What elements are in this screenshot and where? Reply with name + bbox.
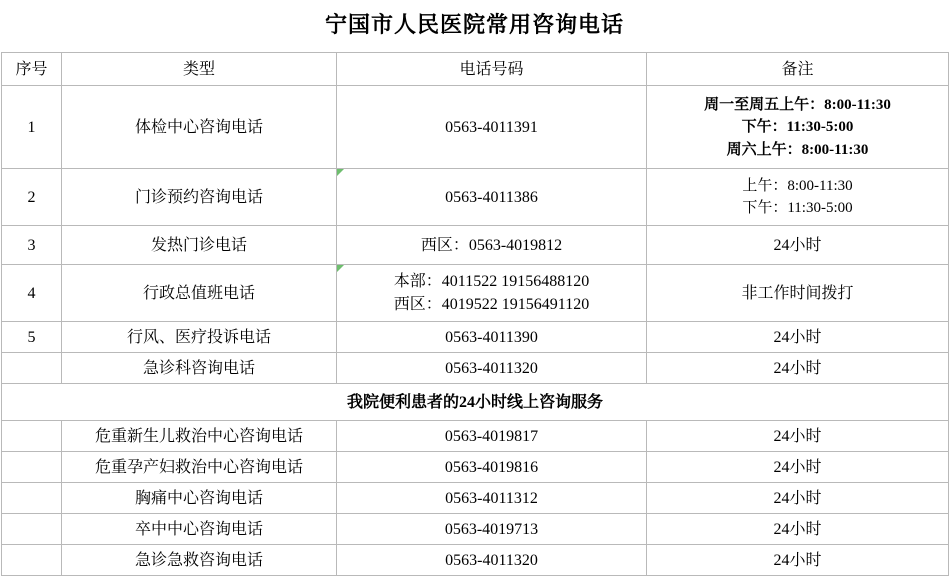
- row-note: 24小时: [647, 226, 949, 265]
- table-row: [2, 322, 949, 353]
- row-note: 24小时: [647, 483, 949, 514]
- column-header-note: 备注: [647, 53, 949, 86]
- note-line: 下午：11:30-5:00: [741, 119, 854, 136]
- row-index: 2: [2, 169, 62, 226]
- row-type: 卒中中心咨询电话: [62, 514, 337, 545]
- row-type: 体检中心咨询电话: [62, 86, 337, 169]
- row-type: 行政总值班电话: [62, 265, 337, 322]
- row-number: 0563-4011320: [337, 545, 647, 576]
- note-line: 周一至周五上午：8:00-11:30: [704, 96, 891, 113]
- phone-directory-table: [1, 52, 949, 576]
- row-note: 24小时: [647, 545, 949, 576]
- number-line: 本部：4011522 19156488120: [393, 273, 590, 291]
- row-note: 24小时: [647, 421, 949, 452]
- row-number: 0563-4011390: [337, 322, 647, 353]
- row-number: 0563-4019816: [337, 452, 647, 483]
- row-type: 胸痛中心咨询电话: [62, 483, 337, 514]
- row-note: [647, 86, 949, 169]
- table-row: [2, 226, 949, 265]
- row-note: 非工作时间拨打: [647, 265, 949, 322]
- table-row: [2, 421, 949, 452]
- note-line: 周六上午：8:00-11:30: [726, 141, 869, 158]
- table-row: [2, 483, 949, 514]
- row-number: 0563-4019817: [337, 421, 647, 452]
- row-number: 0563-4011320: [337, 353, 647, 384]
- number-line: 西区：4019522 19156491120: [393, 296, 590, 314]
- note-line: 下午：11:30-5:00: [742, 200, 853, 217]
- column-header-type: 类型: [62, 53, 337, 86]
- section-title-row: [2, 384, 949, 421]
- row-number: 0563-4011391: [337, 86, 647, 169]
- row-number: 0563-4011312: [337, 483, 647, 514]
- table-row: [2, 514, 949, 545]
- row-number: 0563-4019713: [337, 514, 647, 545]
- row-index: 5: [2, 322, 62, 353]
- row-type: 急诊急救咨询电话: [62, 545, 337, 576]
- row-note: 24小时: [647, 514, 949, 545]
- row-type: 行风、医疗投诉电话: [62, 322, 337, 353]
- column-header-index: 序号: [2, 53, 62, 86]
- column-header-number: 电话号码: [337, 53, 647, 86]
- table-row: [2, 265, 949, 322]
- row-note: [647, 169, 949, 226]
- row-number: [337, 265, 647, 322]
- row-index: 3: [2, 226, 62, 265]
- row-type: 门诊预约咨询电话: [62, 169, 337, 226]
- table-row: [2, 169, 949, 226]
- table-row: [2, 452, 949, 483]
- table-row: [2, 545, 949, 576]
- row-number: 西区：0563-4019812: [337, 226, 647, 265]
- row-index: [2, 514, 62, 545]
- page-title: 宁国市人民医院常用咨询电话: [324, 12, 624, 37]
- table-row: [2, 353, 949, 384]
- table-row: [2, 86, 949, 169]
- note-line: 上午：8:00-11:30: [742, 177, 853, 194]
- table-header-row: [2, 53, 949, 86]
- row-index: [2, 545, 62, 576]
- section-title: 我院便利患者的24小时线上咨询服务: [2, 384, 949, 421]
- row-note: 24小时: [647, 452, 949, 483]
- row-index: [2, 353, 62, 384]
- row-type: 危重孕产妇救治中心咨询电话: [62, 452, 337, 483]
- row-note: 24小时: [647, 322, 949, 353]
- row-number: 0563-4011386: [337, 169, 647, 226]
- row-type: 危重新生儿救治中心咨询电话: [62, 421, 337, 452]
- row-index: [2, 452, 62, 483]
- row-index: 4: [2, 265, 62, 322]
- row-index: [2, 483, 62, 514]
- row-type: 发热门诊电话: [62, 226, 337, 265]
- row-index: 1: [2, 86, 62, 169]
- row-note: 24小时: [647, 353, 949, 384]
- row-type: 急诊科咨询电话: [62, 353, 337, 384]
- row-index: [2, 421, 62, 452]
